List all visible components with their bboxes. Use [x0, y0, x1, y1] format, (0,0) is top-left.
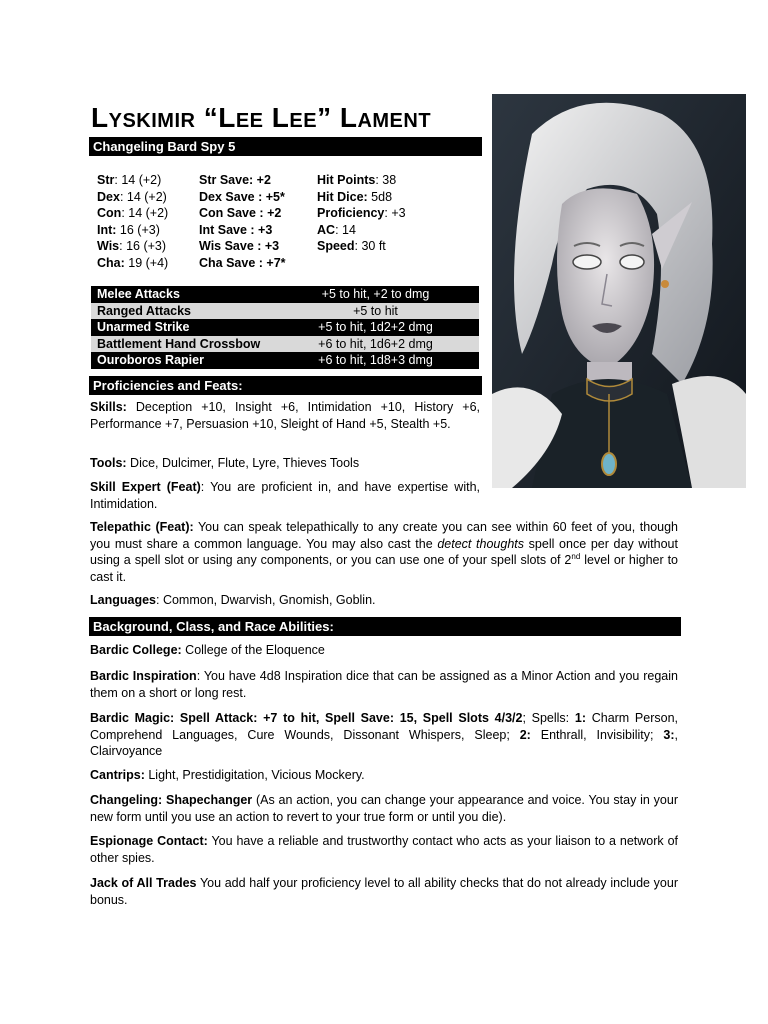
proficiency: Proficiency: +3 [317, 206, 406, 220]
table-row [91, 286, 479, 303]
bardic-magic-paragraph: Bardic Magic: Spell Attack: +7 to hit, Spell Save: 15, Spell Slots 4/3/2; Spells: 1: Charm Person, Comprehend Languages, Cure Wounds, Dissonant Whispers, Sleep; 2: Enthrall, Invisibility; 3:, Clairvoyance [90, 711, 679, 758]
attack-name: Battlement Hand Crossbow [91, 336, 272, 353]
hit-dice: Hit Dice: 5d8 [317, 189, 393, 204]
jack-paragraph: Jack of All Trades You add half your proficiency level to all ability checks that do not already include your bonus. [90, 876, 678, 907]
table-row [91, 319, 479, 336]
save-dex: Dex Save : +5* [199, 189, 285, 204]
save-wis: Wis Save : +3 [199, 239, 280, 253]
attack-value: +5 to hit, +2 to dmg [272, 286, 479, 303]
save-int: Int Save : +3 [199, 222, 273, 237]
tools-paragraph: Tools: Dice, Dulcimer, Flute, Lyre, Thieves Tools [90, 456, 360, 470]
attack-name: Ranged Attacks [91, 303, 272, 320]
vitals [317, 172, 457, 255]
ability-cha: Cha: 19 (+4) [97, 255, 169, 270]
table-row [91, 352, 479, 369]
skill-expert-paragraph: Skill Expert (Feat): You are proficient in, and have expertise with, Intimidation. [90, 480, 481, 511]
speed: Speed: 30 ft [317, 239, 386, 253]
ability-str: Str: 14 (+2) [97, 173, 162, 187]
attack-value: +5 to hit, 1d2+2 dmg [272, 319, 479, 336]
skills-paragraph: Skills: Deception +10, Insight +6, Intimidation +10, History +6, Performance +7, Persuasion +10, Sleight of Hand +5, Stealth +5. [90, 400, 480, 431]
cantrips-paragraph: Cantrips: Light, Prestidigitation, Vicious Mockery. [90, 768, 365, 782]
proficiencies-header: Proficiencies and Feats: [89, 376, 482, 395]
bardic-college-paragraph: Bardic College: College of the Eloquence [90, 643, 325, 657]
table-row [91, 336, 479, 353]
ability-con: Con: 14 (+2) [97, 206, 169, 220]
attack-value: +6 to hit, 1d6+2 dmg [272, 336, 479, 353]
background-header: Background, Class, and Race Abilities: [89, 617, 681, 636]
attack-name: Unarmed Strike [91, 319, 272, 336]
bardic-inspiration-paragraph: Bardic Inspiration: You have 4d8 Inspiration dice that can be assigned as a Minor Action and you regain them on a short or long rest. [90, 669, 678, 700]
telepathic-paragraph: Telepathic (Feat): You can speak telepathically to any create you can see within 60 feet of you, though you must share a common language. You may also cast the detect thoughts spell once per day without using a spell slot or using any components, or you can use one of your spell slots of 2nd level or higher to cast it. [90, 520, 679, 584]
attack-value: +6 to hit, 1d8+3 dmg [272, 352, 479, 369]
ability-int: Int: 16 (+3) [97, 222, 160, 237]
attack-value: +5 to hit [272, 303, 479, 320]
ability-scores [97, 172, 197, 271]
attacks-table [91, 286, 479, 369]
attack-name: Ouroboros Rapier [91, 352, 272, 369]
save-str: Str Save: +2 [199, 173, 271, 187]
ability-dex: Dex: 14 (+2) [97, 189, 167, 204]
ability-wis: Wis: 16 (+3) [97, 239, 167, 253]
portrait-illustration [492, 94, 746, 488]
save-cha: Cha Save : +7* [199, 255, 286, 270]
hit-points: Hit Points: 38 [317, 173, 397, 187]
attack-name: Melee Attacks [91, 286, 272, 303]
table-row [91, 303, 479, 320]
languages-paragraph: Languages: Common, Dwarvish, Gnomish, Goblin. [90, 593, 376, 607]
saving-throws [199, 172, 319, 271]
character-name: Lyskimir “Lee Lee” Lament [91, 102, 432, 133]
armor-class: AC: 14 [317, 222, 356, 237]
changeling-paragraph: Changeling: Shapechanger (As an action, you can change your appearance and voice. You stay in your new form until you use an action to revert to your true form or until you die). [90, 793, 678, 824]
save-con: Con Save : +2 [199, 206, 282, 220]
class-banner: Changeling Bard Spy 5 [89, 137, 482, 156]
character-portrait [492, 94, 746, 488]
espionage-paragraph: Espionage Contact: You have a reliable and trustworthy contact who acts as your liaison to a network of other spies. [90, 834, 678, 865]
